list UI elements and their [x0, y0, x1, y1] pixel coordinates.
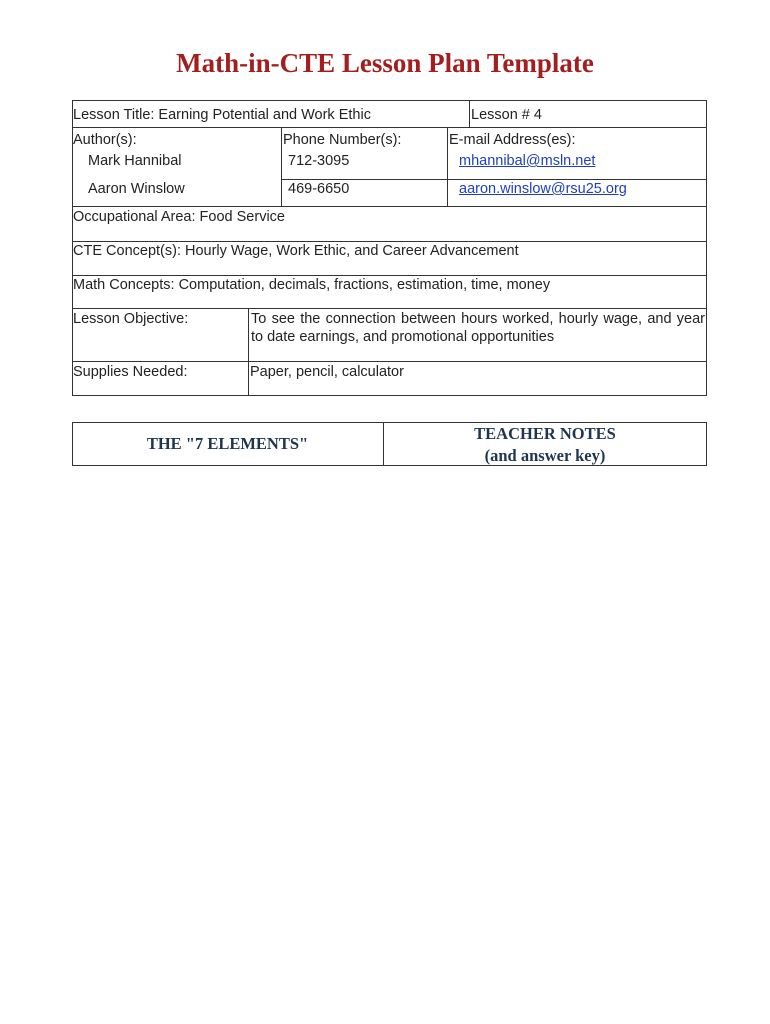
- teacher-notes-header: [383, 423, 707, 467]
- column-divider: [447, 127, 448, 206]
- supplies-label: Supplies Needed:: [73, 364, 188, 380]
- emails-header: E-mail Address(es):: [449, 132, 576, 148]
- author-name: Aaron Winslow: [88, 181, 185, 197]
- answer-key-subtitle: (and answer key): [484, 446, 606, 465]
- math-concepts: Math Concepts: Computation, decimals, fractions, estimation, time, money: [73, 277, 551, 293]
- seven-elements-header: THE "7 ELEMENTS": [146, 434, 309, 453]
- row-divider: [72, 127, 707, 128]
- row-divider: [72, 308, 707, 309]
- column-divider: [469, 100, 470, 127]
- authors-header: Author(s):: [73, 132, 137, 148]
- objective-text: To see the connection between hours worked, hourly wage, and year to date earnings, and promotional opportunities: [251, 311, 705, 345]
- column-divider: [281, 127, 282, 206]
- objective-label: Lesson Objective:: [73, 311, 189, 327]
- document-title: Math-in-CTE Lesson Plan Template: [176, 48, 594, 78]
- teacher-notes-title: TEACHER NOTES: [474, 424, 616, 443]
- supplies-text: Paper, pencil, calculator: [250, 364, 404, 380]
- author-phone: 712-3095: [288, 153, 350, 169]
- lesson-title: Lesson Title: Earning Potential and Work Ethic: [73, 107, 371, 123]
- column-divider: [248, 308, 249, 396]
- cte-concepts: CTE Concept(s): Hourly Wage, Work Ethic, and Career Advancement: [73, 243, 519, 259]
- author-email-link[interactable]: aaron.winslow@rsu25.org: [459, 181, 627, 197]
- author-email-link[interactable]: mhannibal@msln.net: [459, 153, 596, 169]
- row-divider: [72, 206, 707, 207]
- author-phone: 469-6650: [288, 181, 350, 197]
- phones-header: Phone Number(s):: [283, 132, 402, 148]
- occupational-area: Occupational Area: Food Service: [73, 209, 285, 225]
- lesson-number: Lesson # 4: [471, 107, 542, 123]
- row-divider: [72, 361, 707, 362]
- author-name: Mark Hannibal: [88, 153, 182, 169]
